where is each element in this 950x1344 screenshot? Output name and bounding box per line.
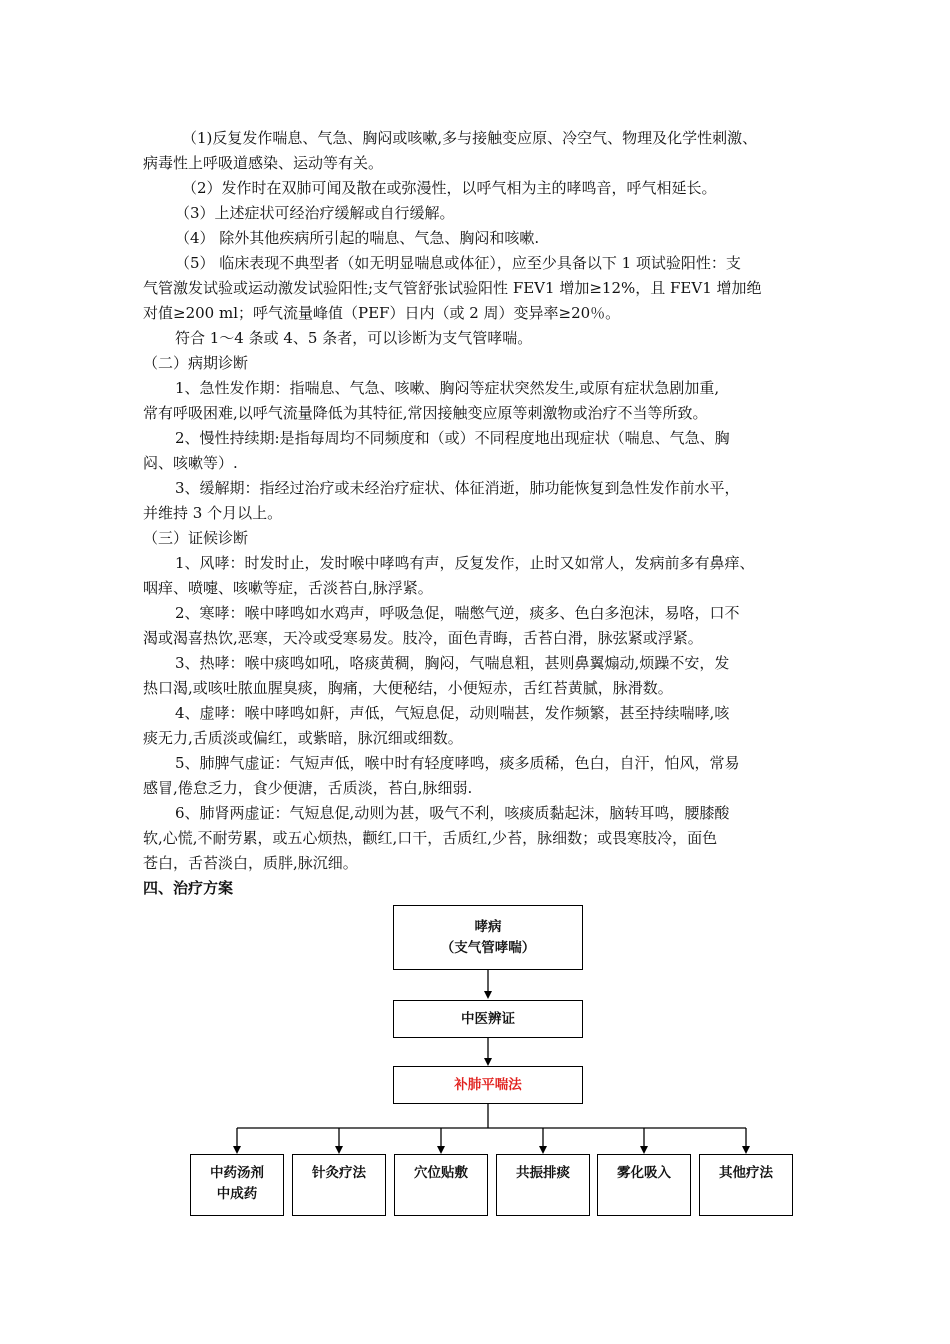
paragraph-line: 感冒,倦怠乏力，食少便溏，舌质淡，苔白,脉细弱.	[143, 779, 473, 797]
paragraph-line: 对值≥200 ml；呼气流量峰值（PEF）日内（或 2 周）变异率≥20％。	[143, 304, 621, 322]
paragraph-line: 2、慢性持续期:是指每周均不同频度和（或）不同程度地出现症状（喘息、气急、胸	[175, 429, 730, 447]
paragraph-line: 气管激发试验或运动激发试验阳性;支气管舒张试验阳性 FEV1 增加≥12%，且 FEV1 增加绝	[143, 279, 762, 297]
paragraph-line: 痰无力,舌质淡或偏红，或紫暗，脉沉细或细数。	[143, 729, 463, 747]
flow-box-branch-sputum	[496, 1154, 590, 1216]
paragraph-line: 热口渴,或咳吐脓血腥臭痰，胸痛，大便秘结，小便短赤，舌红苔黄腻，脉滑数。	[143, 679, 673, 697]
paragraph-line: （1)反复发作喘息、气急、胸闷或咳嗽,多与接触变应原、冷空气、物理及化学性刺激、	[182, 129, 758, 147]
paragraph-line: 咽痒、喷嚏、咳嗽等症，舌淡苔白,脉浮紧。	[143, 579, 433, 597]
section-heading: 四、治疗方案	[143, 879, 234, 897]
flow-box-branch-nebulizer	[597, 1154, 691, 1216]
paragraph-line: （4） 除外其他疾病所引起的喘息、气急、胸闷和咳嗽.	[175, 229, 540, 247]
paragraph-line: 闷、咳嗽等）.	[143, 454, 238, 472]
paragraph-line: 6、肺肾两虚证：气短息促,动则为甚，吸气不利，咳痰质黏起沫，脑转耳鸣，腰膝酸	[175, 804, 730, 822]
paragraph-line: （5） 临床表现不典型者（如无明显喘息或体征），应至少具备以下 1 项试验阳性：支	[175, 254, 741, 272]
paragraph-line: 并维持 3 个月以上。	[143, 504, 283, 522]
flow-box-branch-other	[699, 1154, 793, 1216]
subheading-staging: （二）病期诊断	[143, 354, 249, 372]
disease-name: 哮病	[474, 918, 502, 935]
branch-label: 穴位贴敷	[414, 1165, 468, 1181]
paragraph-line: 1、急性发作期：指喘息、气急、咳嗽、胸闷等症状突然发生,或原有症状急剧加重,	[175, 379, 720, 397]
paragraph-line: （2）发作时在双肺可闻及散在或弥漫性，以呼气相为主的哮鸣音，呼气相延长。	[182, 179, 717, 197]
branch-label: 中成药	[216, 1186, 258, 1202]
flow-box-branch-acupuncture	[292, 1154, 386, 1216]
paragraph-line: 3、缓解期：指经过治疗或未经治疗症状、体征消逝，肺功能恢复到急性发作前水平，	[175, 479, 740, 497]
differentiation-label: 中医辨证	[461, 1010, 515, 1027]
paragraph-line: 2、寒哮：喉中哮鸣如水鸡声，呼吸急促，喘憋气逆，痰多、色白多泡沫，易咯，口不	[175, 604, 740, 622]
flow-box-branch-herbal	[190, 1154, 284, 1216]
branch-label: 针灸疗法	[312, 1165, 366, 1181]
subheading-syndrome: （三）证候诊断	[143, 529, 249, 547]
paragraph-line: 符合 1～4 条或 4、5 条者，可以诊断为支气管哮喘。	[175, 329, 533, 347]
paragraph-line: 5、肺脾气虚证：气短声低，喉中时有轻度哮鸣，痰多质稀，色白，自汗，怕风，常易	[175, 754, 740, 772]
paragraph-line: 苍白，舌苔淡白，质胖,脉沉细。	[143, 854, 358, 872]
paragraph-line: 4、虚哮：喉中哮鸣如鼾，声低，气短息促，动则喘甚，发作频繁，甚至持续喘哮,咳	[175, 704, 730, 722]
branch-label: 中药汤剂	[210, 1165, 264, 1181]
paragraph-line: 病毒性上呼吸道感染、运动等有关。	[143, 154, 384, 172]
branch-label: 共振排痰	[516, 1165, 570, 1181]
flow-box-differentiation	[393, 1000, 583, 1038]
flow-box-method	[393, 1066, 583, 1104]
disease-subtitle: （支气管哮喘）	[440, 939, 536, 956]
branch-label: 雾化吸入	[617, 1165, 671, 1181]
flow-box-disease	[393, 905, 583, 970]
paragraph-line: （3）上述症状可经治疗缓解或自行缓解。	[175, 204, 455, 222]
paragraph-line: 1、风哮：时发时止，发时喉中哮鸣有声，反复发作，止时又如常人，发病前多有鼻痒、	[175, 554, 755, 572]
method-label: 补肺平喘法	[454, 1076, 522, 1093]
paragraph-line: 软,心慌,不耐劳累，或五心烦热，颧红,口干，舌质红,少苔，脉细数；或畏寒肢冷，面色	[143, 829, 718, 847]
branch-label: 其他疗法	[719, 1165, 773, 1181]
paragraph-line: 3、热哮：喉中痰鸣如吼，咯痰黄稠，胸闷，气喘息粗，甚则鼻翼煽动,烦躁不安，发	[175, 654, 730, 672]
paragraph-line: 常有呼吸困难,以呼气流量降低为其特征,常因接触变应原等刺激物或治疗不当等所致。	[143, 404, 708, 422]
flow-box-branch-acupoint	[394, 1154, 488, 1216]
paragraph-line: 渴或渴喜热饮,恶寒，天冷或受寒易发。肢冷，面色青晦，舌苔白滑，脉弦紧或浮紧。	[143, 629, 703, 647]
